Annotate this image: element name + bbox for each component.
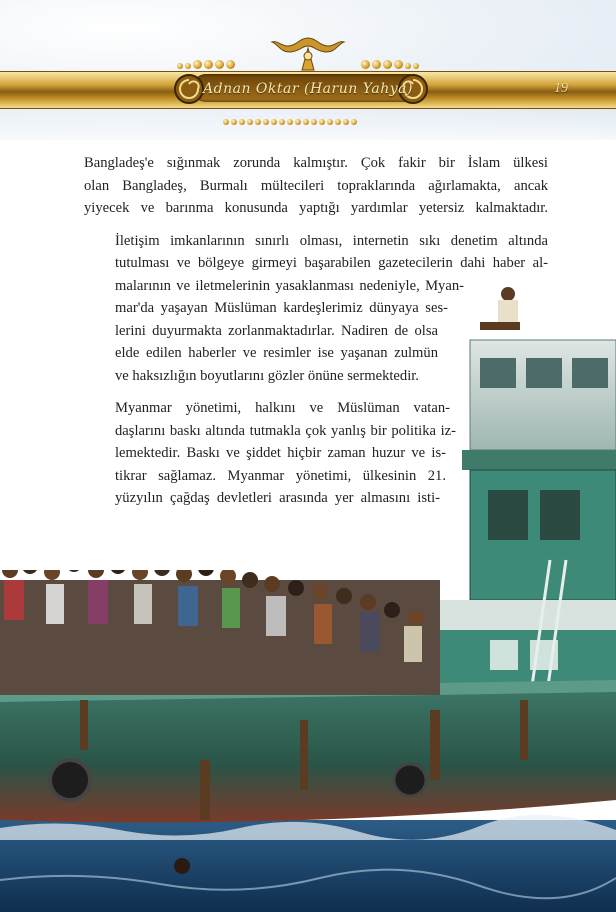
text-line: elde edilen haberler ve resimler ise yaşanan zulmün xyxy=(115,345,438,361)
text-line: olan Bangladeş, Burmalı mültecileri topraklarında ağırlamakta, ancak xyxy=(84,177,548,194)
bead-row-top-right xyxy=(360,56,420,68)
body-text xyxy=(84,152,548,510)
text-line: yüzyılın çağdaş devletleri arasında yer almasını isti- xyxy=(115,490,440,506)
text-line: lerini duyurmakta zorlanmaktadırlar. Nadiren de olsa xyxy=(115,322,438,339)
text-line: lemektedir. Baskı ve şiddet hiçbir zaman huzur ve is- xyxy=(115,445,446,461)
text-line: tutulması ve bölgeye girmeyi başarabilen gazetecilerin dahi haber al- xyxy=(115,255,548,271)
text-line: ve haksızlığın boyutlarını gözler önüne sermektedir. xyxy=(115,367,419,384)
paragraph-2 xyxy=(84,230,548,388)
text-line: yiyecek ve barınma konusunda yaptığı yardımlar yetersiz kalmaktadır. xyxy=(84,200,548,216)
bead-row-bottom xyxy=(222,112,358,124)
text-line: İletişim imkanlarının sınırlı olması, internetin sıkı denetim altında xyxy=(115,232,548,249)
text-line: daşlarını baskı altında tutmakla çok yanlış bir politika iz- xyxy=(115,422,456,439)
text-line: mar'da yaşayan Müslüman kardeşlerimiz dünyaya ses- xyxy=(115,300,448,316)
page-number: 19 xyxy=(554,81,568,96)
paragraph-3 xyxy=(84,397,548,510)
crown-ornament-icon xyxy=(258,34,358,74)
text-line: Bangladeş'e sığınmak zorunda kalmıştır. Çok fakir bir İslam ülkesi xyxy=(84,155,548,171)
text-line: malarının ve iletmelerinin yasaklanması nedeniyle, Myan- xyxy=(115,277,464,294)
paragraph-1 xyxy=(84,152,548,220)
text-line: Myanmar yönetimi, halkını ve Müslüman vatan- xyxy=(115,400,450,416)
bead-row-top-left xyxy=(176,56,236,68)
text-line: tikrar sağlamaz. Myanmar yönetimi, ülkesinin 21. xyxy=(115,467,446,484)
header-author-title: Adnan Oktar (Harun Yahya) xyxy=(203,81,413,97)
